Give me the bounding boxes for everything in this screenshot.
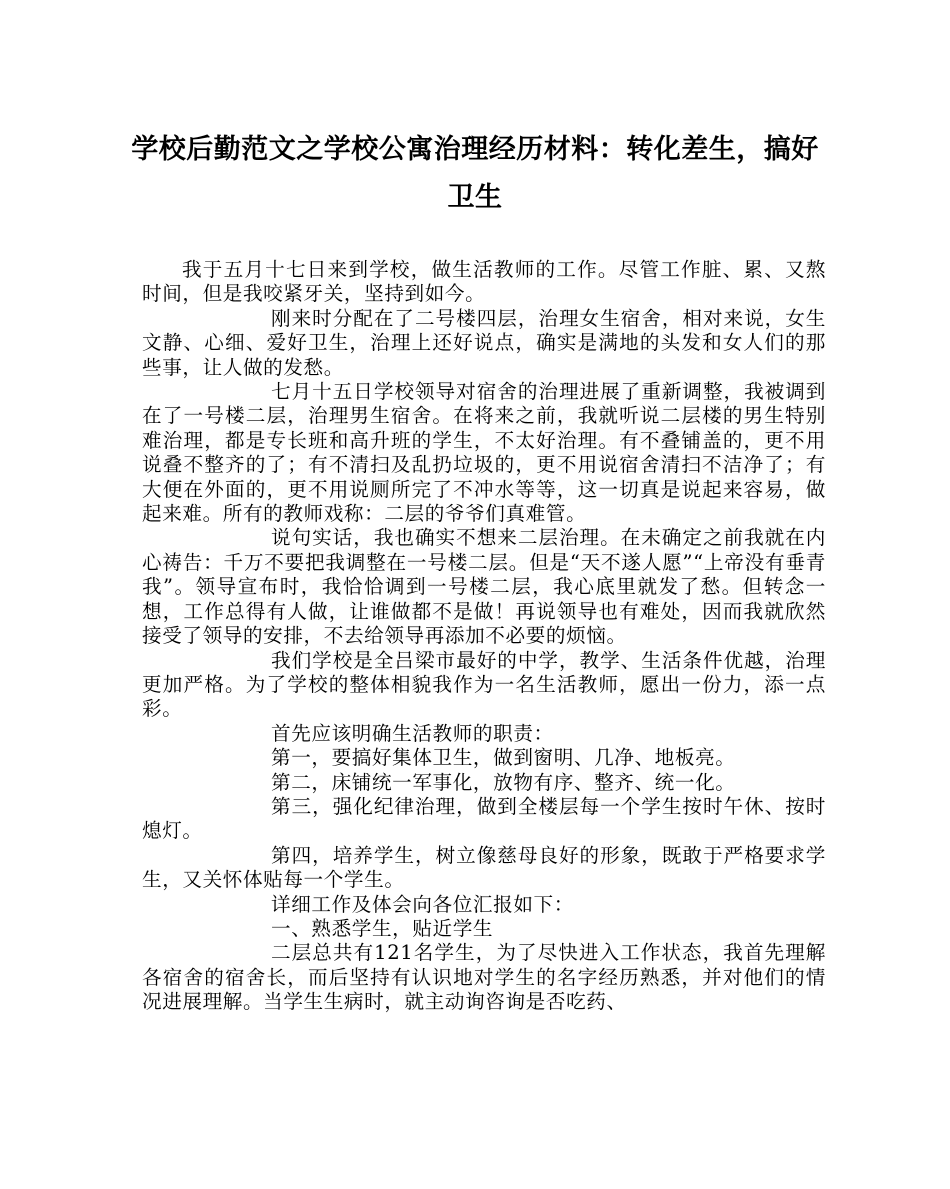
- paragraph: 说句实话，我也确实不想来二层治理。在未确定之前我就在内心祷告：千万不要把我调整在一号楼二层。但是“天不遂人愿”“上帝没有垂青我”。领导宣布时，我恰恰调到一号楼二层，我心底里就发了愁。但转念一想，工作总得有人做，让谁做都不是做！再说领导也有难处，因而我就欣然接受了领导的安排，不去给领导再添加不必要的烦恼。: [142, 526, 826, 648]
- document-title: 学校后勤范文之学校公寓治理经历材料：转化差生，搞好卫生: [131, 134, 819, 213]
- paragraph: 我于五月十七日来到学校，做生活教师的工作。尽管工作脏、累、又熬时间，但是我咬紧牙关，坚持到如今。: [142, 258, 826, 306]
- section-heading: 一、熟悉学生，贴近学生: [271, 916, 494, 940]
- paragraph: 详细工作及体会向各位汇报如下：: [271, 892, 574, 916]
- paragraph: 刚来时分配在了二号楼四层，治理女生宿舍，相对来说，女生文静、心细、爱好卫生，治理上还好说点，确实是满地的头发和女人们的那些事，让人做的发愁。: [142, 306, 826, 379]
- list-item: 第一，要搞好集体卫生，做到窗明、几净、地板亮。: [271, 746, 736, 770]
- paragraph: 我们学校是全吕梁市最好的中学，教学、生活条件优越，治理更加严格。为了学校的整体相貌我作为一名生活教师，愿出一份力，添一点彩。: [142, 648, 826, 721]
- list-item: 第三，强化纪律治理，做到全楼层每一个学生按时午休、按时熄灯。: [142, 794, 826, 843]
- paragraph: 首先应该明确生活教师的职责：: [271, 721, 554, 745]
- document-body: [142, 258, 826, 1015]
- paragraph: 七月十五日学校领导对宿舍的治理进展了重新调整，我被调到在了一号楼二层，治理男生宿舍。在将来之前，我就听说二层楼的男生特别难治理，都是专长班和高升班的学生，不太好治理。有不叠铺盖的，更不用说叠不整齐的了；有不清扫及乱扔垃圾的，更不用说宿舍清扫不洁净了；有大便在外面的，更不用说厕所完了不冲水等等，这一切真是说起来容易，做起来难。所有的教师戏称：二层的爷爷们真难管。: [142, 380, 826, 526]
- paragraph: 二层总共有121名学生，为了尽快进入工作状态，我首先理解各宿舍的宿舍长，而后坚持有认识地对学生的名字经历熟悉，并对他们的情况进展理解。当学生生病时，就主动询咨询是否吃药、: [142, 941, 826, 1014]
- list-item: 第四，培养学生，树立像慈母良好的形象，既敢于严格要求学生，又关怀体贴每一个学生。: [142, 843, 826, 892]
- list-item: 第二，床铺统一军事化，放物有序、整齐、统一化。: [271, 770, 736, 794]
